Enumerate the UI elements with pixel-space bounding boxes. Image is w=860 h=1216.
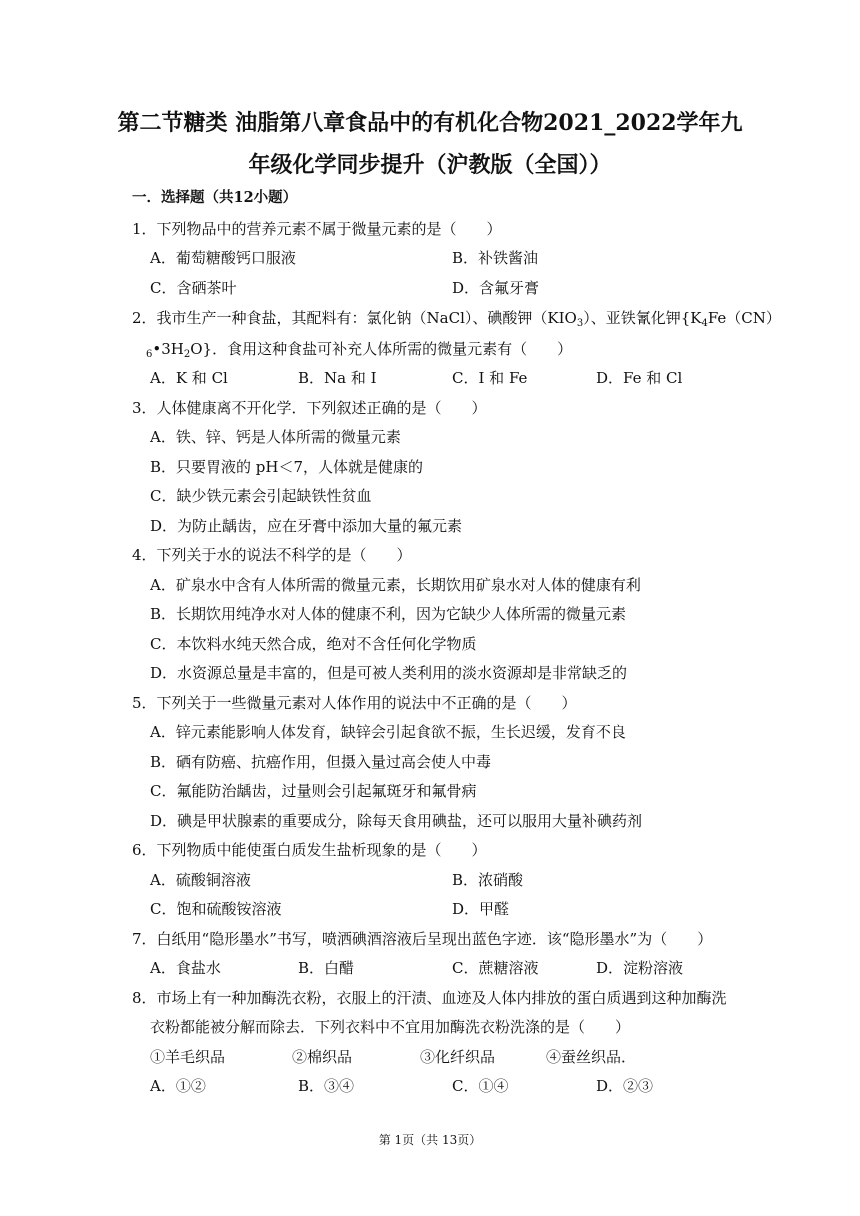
question-8-stem-line-2: 衣粉都能被分解而除去．下列衣料中不宜用加酶洗衣粉洗涤的是（ ） — [150, 1018, 631, 1036]
question-7-option-c: C．蔗糖溶液 — [452, 959, 539, 977]
page-title-line-2: 年级化学同步提升（沪教版（全国）） — [248, 152, 612, 178]
q2-text-d: •3H — [152, 340, 184, 358]
question-4-option-c: C．本饮料水纯天然合成，绝对不含任何化学物质 — [150, 635, 477, 653]
question-3-stem: 3．人体健康离不开化学．下列叙述正确的是（ ） — [132, 399, 487, 417]
question-2-option-a: A．K 和 Cl — [150, 369, 228, 387]
question-4-option-d: D．水资源总量是丰富的，但是可被人类利用的淡水资源却是非常缺乏的 — [150, 664, 628, 682]
question-6-option-d: D．甲醛 — [452, 900, 510, 918]
question-1-option-d: D．含氟牙膏 — [452, 279, 540, 297]
q2-sub-6: 6 — [146, 349, 153, 360]
question-8-item-1: ①羊毛织品 — [150, 1048, 226, 1066]
q2-text-b: ）、亚铁氰化钾{K — [583, 309, 702, 327]
question-7-option-a: A．食盐水 — [150, 959, 221, 977]
question-4-option-b: B．长期饮用纯净水对人体的健康不利，因为它缺少人体所需的微量元素 — [150, 605, 627, 623]
q2-text-a: 2．我市生产一种食盐，其配料有：氯化钠（NaCl）、碘酸钾（KIO — [132, 309, 577, 327]
question-2-stem-line-2 — [146, 338, 572, 360]
question-5-option-d: D．碘是甲状腺素的重要成分，除每天食用碘盐，还可以服用大量补碘药剂 — [150, 812, 643, 830]
question-8-option-b: B．③④ — [298, 1077, 355, 1095]
page-title-line-1: 第二节糖类 油脂第八章食品中的有机化合物2021_2022学年九 — [117, 110, 743, 136]
section-heading: 一．选择题（共12小题） — [132, 189, 298, 206]
question-8-item-3: ③化纤织品 — [420, 1048, 496, 1066]
question-1-option-a: A．葡萄糖酸钙口服液 — [150, 249, 296, 267]
question-3-option-c: C．缺少铁元素会引起缺铁性贫血 — [150, 487, 372, 505]
question-2-option-d: D．Fe 和 Cl — [596, 369, 683, 387]
question-3-option-d: D．为防止龋齿，应在牙膏中添加大量的氟元素 — [150, 517, 463, 535]
question-5-option-c: C．氟能防治龋齿，过量则会引起氟斑牙和氟骨病 — [150, 782, 477, 800]
question-6-option-c: C．饱和硫酸铵溶液 — [150, 900, 282, 918]
q2-sub-3: 3 — [576, 318, 584, 329]
question-8-stem-line-1: 8．市场上有一种加酶洗衣粉，衣服上的汗渍、血迹及人体内排放的蛋白质遇到这种加酶洗 — [132, 989, 727, 1007]
question-2-option-c: C．I 和 Fe — [452, 369, 528, 387]
question-4-stem: 4．下列关于水的说法不科学的是（ ） — [132, 546, 412, 564]
question-6-stem: 6．下列物质中能使蛋白质发生盐析现象的是（ ） — [132, 841, 487, 859]
question-1-option-b: B．补铁酱油 — [452, 249, 539, 267]
q2-text-e: O}．食用这种食盐可补充人体所需的微量元素有（ ） — [190, 340, 573, 358]
question-7-stem: 7．白纸用“隐形墨水”书写，喷洒碘酒溶液后呈现出蓝色字迹．该“隐形墨水”为（ ） — [132, 930, 713, 948]
page-footer: 第 1页（共 13页） — [378, 1133, 482, 1147]
question-8-option-d: D．②③ — [596, 1077, 654, 1095]
question-3-option-b: B．只要胃液的 pH＜7，人体就是健康的 — [150, 458, 424, 476]
q2-sub-2: 2 — [183, 349, 191, 360]
q2-sub-4: 4 — [701, 318, 708, 329]
question-8-item-2: ②棉织品 — [292, 1048, 353, 1066]
q2-text-c: Fe（CN） — [707, 309, 781, 327]
question-8-item-4: ④蚕丝织品． — [546, 1048, 637, 1066]
question-2-stem-line-1 — [132, 307, 781, 329]
question-1-stem: 1．下列物品中的营养元素不属于微量元素的是（ ） — [132, 220, 502, 238]
question-8-option-c: C．①④ — [452, 1077, 509, 1095]
question-6-option-b: B．浓硝酸 — [452, 871, 524, 889]
question-5-option-a: A．锌元素能影响人体发育，缺锌会引起食欲不振，生长迟缓，发育不良 — [150, 723, 626, 741]
question-7-option-b: B．白醋 — [298, 959, 355, 977]
question-7-option-d: D．淀粉溶液 — [596, 959, 684, 977]
question-4-option-a: A．矿泉水中含有人体所需的微量元素，长期饮用矿泉水对人体的健康有利 — [150, 576, 641, 594]
question-5-stem: 5．下列关于一些微量元素对人体作用的说法中不正确的是（ ） — [132, 694, 577, 712]
question-3-option-a: A．铁、锌、钙是人体所需的微量元素 — [150, 428, 401, 446]
question-1-option-c: C．含硒茶叶 — [150, 279, 237, 297]
question-8-option-a: A．①② — [150, 1077, 206, 1095]
question-2-option-b: B．Na 和 I — [298, 369, 377, 387]
question-5-option-b: B．硒有防癌、抗癌作用，但摄入量过高会使人中毒 — [150, 753, 492, 771]
question-6-option-a: A．硫酸铜溶液 — [150, 871, 251, 889]
